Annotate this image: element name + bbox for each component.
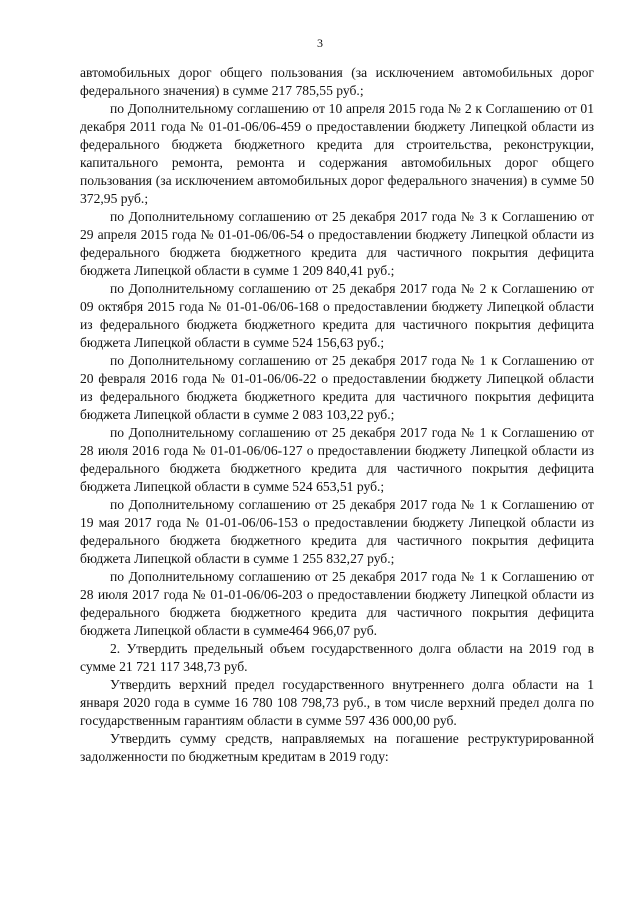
paragraph: по Дополнительному соглашению от 25 декабря 2017 года № 1 к Соглашению от 28 июля 2016 года № 01-01-06/06-127 о предоставлении бюджету Липецкой области из федерального бюджета бюджетного кредита для частичного покрытия дефицита бюджета Липецкой области в сумме 524 653,51 руб.;	[80, 425, 594, 494]
document-body	[80, 64, 594, 766]
paragraph: 2. Утвердить предельный объем государственного долга области на 2019 год в сумме 21 721 117 348,73 руб.	[80, 641, 594, 674]
paragraph: по Дополнительному соглашению от 25 декабря 2017 года № 2 к Соглашению от 09 октября 2015 года № 01-01-06/06-168 о предоставлении бюджету Липецкой области из федерального бюджета бюджетного кредита для частичного покрытия дефицита бюджета Липецкой области в сумме 524 156,63 руб.;	[80, 281, 594, 350]
paragraph: по Дополнительному соглашению от 25 декабря 2017 года № 1 к Соглашению от 20 февраля 2016 года № 01-01-06/06-22 о предоставлении бюджету Липецкой области из федерального бюджета бюджетного кредита для частичного покрытия дефицита бюджета Липецкой области в сумме 2 083 103,22 руб.;	[80, 353, 594, 422]
paragraph: Утвердить сумму средств, направляемых на погашение реструктурированной задолженности по бюджетным кредитам в 2019 году:	[80, 731, 594, 764]
paragraph: по Дополнительному соглашению от 25 декабря 2017 года № 3 к Соглашению от 29 апреля 2015 года № 01-01-06/06-54 о предоставлении бюджету Липецкой области из федерального бюджета бюджетного кредита для частичного покрытия дефицита бюджета Липецкой области в сумме 1 209 840,41 руб.;	[80, 209, 594, 278]
paragraph: по Дополнительному соглашению от 25 декабря 2017 года № 1 к Соглашению от 19 мая 2017 года № 01-01-06/06-153 о предоставлении бюджету Липецкой области из федерального бюджета бюджетного кредита для частичного покрытия дефицита бюджета Липецкой области в сумме 1 255 832,27 руб.;	[80, 497, 594, 566]
paragraph: по Дополнительному соглашению от 10 апреля 2015 года № 2 к Соглашению от 01 декабря 2011 года № 01-01-06/06-459 о предоставлении бюджету Липецкой области из федерального бюджета бюджетного кредита для строительства, реконструкции, капитального ремонта, ремонта и содержания автомобильных дорог общего пользования (за исключением автомобильных дорог федерального значения) в сумме 50 372,95 руб.;	[80, 101, 594, 206]
paragraph: автомобильных дорог общего пользования (за исключением автомобильных дорог федерального значения) в сумме 217 785,55 руб.;	[80, 65, 594, 98]
paragraph: Утвердить верхний предел государственного внутреннего долга области на 1 января 2020 года в сумме 16 780 108 798,73 руб., в том числе верхний предел долга по государственным гарантиям области в сумме 597 436 000,00 руб.	[80, 677, 594, 728]
page-number: 3	[317, 36, 323, 50]
paragraph: по Дополнительному соглашению от 25 декабря 2017 года № 1 к Соглашению от 28 июля 2017 года № 01-01-06/06-203 о предоставлении бюджету Липецкой области из федерального бюджета бюджетного кредита для частичного покрытия дефицита бюджета Липецкой области в сумме464 966,07 руб.	[80, 569, 594, 638]
